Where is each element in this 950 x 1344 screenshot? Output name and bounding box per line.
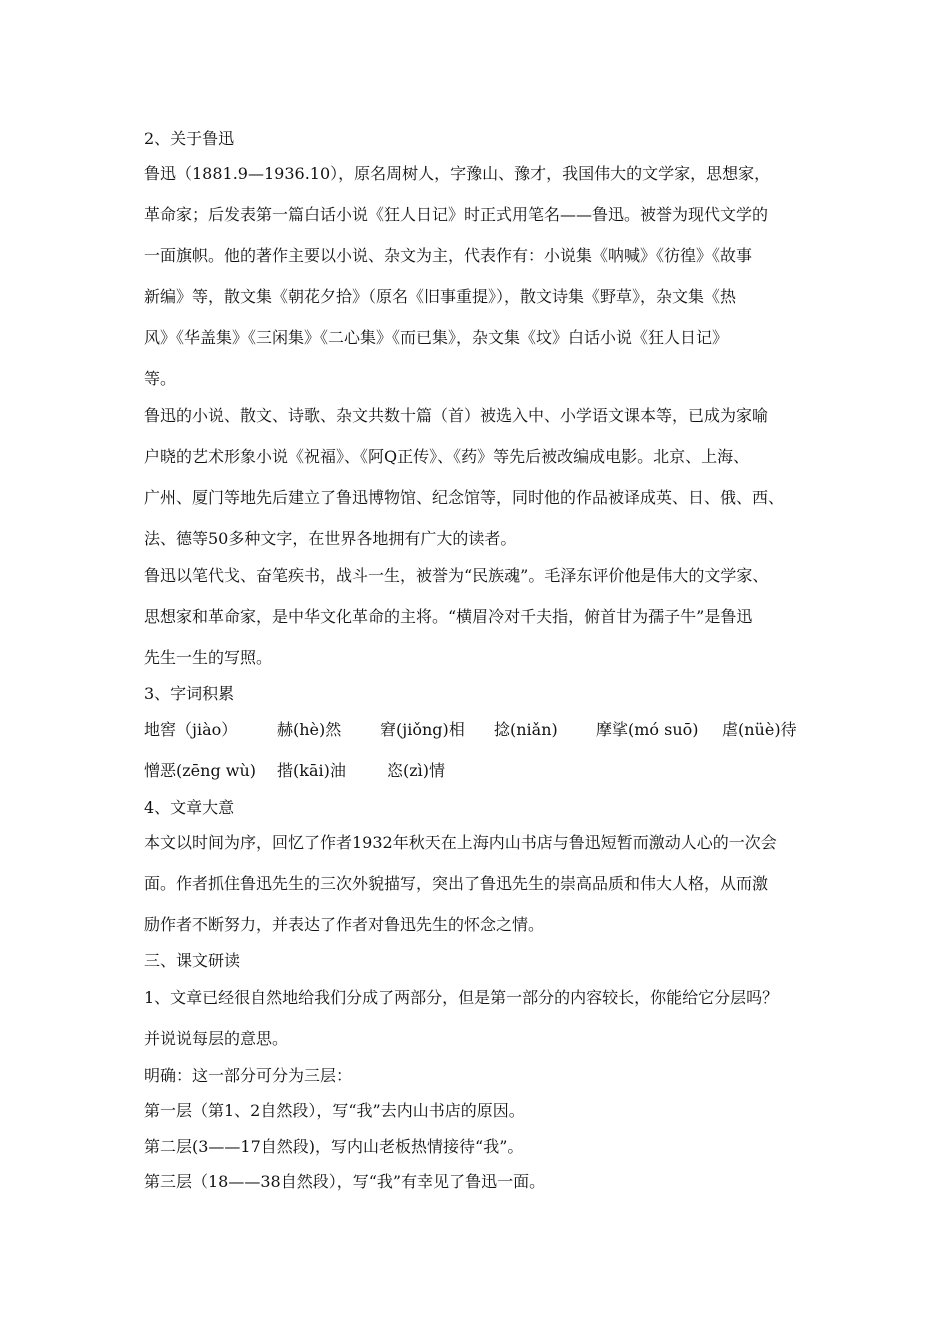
section-heading-main-idea: 4、文章大意 (144, 798, 235, 817)
paragraph-line: 鲁迅以笔代戈、奋笔疾书，战斗一生，被誉为“民族魂”。毛泽东评价他是伟大的文学家、 (144, 566, 769, 585)
paragraph-line: 思想家和革命家，是中华文化革命的主将。“横眉冷对千夫指，俯首甘为孺子牛”是鲁迅 (144, 607, 753, 626)
paragraph-line: 面。作者抓住鲁迅先生的三次外貌描写，突出了鲁迅先生的崇高品质和伟大人格，从而激 (144, 874, 769, 893)
paragraph-line: 励作者不断努力，并表达了作者对鲁迅先生的怀念之情。 (144, 915, 545, 934)
answer-intro: 明确：这一部分可分为三层： (144, 1066, 353, 1085)
paragraph-line: 法、德等50多种文字，在世界各地拥有广大的读者。 (144, 529, 517, 548)
paragraph-line: 鲁迅（1881.9—1936.10），原名周树人，字豫山、豫才，我国伟大的文学家，思想家， (144, 164, 771, 183)
vocabulary-item: 赫(hè)然 (277, 720, 342, 739)
answer-layer: 第三层（18——38自然段），写“我”有幸见了鲁迅一面。 (144, 1172, 546, 1191)
vocabulary-item: 恣(zì)情 (387, 761, 446, 780)
answer-layer: 第一层（第1、2自然段），写“我”去内山书店的原因。 (144, 1101, 525, 1120)
paragraph-line: 一面旗帜。他的著作主要以小说、杂文为主，代表作有：小说集《呐喊》《彷徨》《故事 (144, 246, 753, 265)
paragraph-line: 鲁迅的小说、散文、诗歌、杂文共数十篇（首）被选入中、小学语文课本等，已成为家喻 (144, 406, 769, 425)
paragraph-line: 先生一生的写照。 (144, 648, 273, 667)
vocabulary-item: 憎恶(zēng wù) (144, 761, 257, 780)
paragraph-line: 新编》等，散文集《朝花夕拾》（原名《旧事重提》），散文诗集《野草》，杂文集《热 (144, 287, 737, 306)
paragraph-line: 本文以时间为序，回忆了作者1932年秋天在上海内山书店与鲁迅短暂而激动人心的一次会 (144, 833, 777, 852)
question-line: 1、文章已经很自然地给我们分成了两部分，但是第一部分的内容较长，你能给它分层吗？ (144, 988, 779, 1007)
vocabulary-item: 虐(nüè)待 (722, 720, 797, 739)
vocabulary-row (144, 720, 844, 740)
paragraph-line: 等。 (144, 369, 177, 388)
question-line: 并说说每层的意思。 (144, 1029, 289, 1048)
paragraph-line: 风》《华盖集》《三闲集》《二心集》《而已集》，杂文集《坟》白话小说《狂人日记》 (144, 328, 729, 347)
vocabulary-item: 摩挲(mó suō) (596, 720, 699, 739)
paragraph-line: 革命家；后发表第一篇白话小说《狂人日记》时正式用笔名——鲁迅。被誉为现代文学的 (144, 205, 769, 224)
vocabulary-item: 捻(niǎn) (494, 720, 558, 739)
vocabulary-row (144, 761, 844, 781)
vocabulary-item: 窘(jiǒng)相 (380, 720, 465, 739)
vocabulary-item: 揩(kāi)油 (277, 761, 346, 780)
paragraph-line: 广州、厦门等地先后建立了鲁迅博物馆、纪念馆等，同时他的作品被译成英、日、俄、西、 (144, 488, 785, 507)
section-heading-text-study: 三、课文研读 (144, 951, 241, 970)
paragraph-line: 户晓的艺术形象小说《祝福》、《阿Q正传》、《药》等先后被改编成电影。北京、上海、 (144, 447, 750, 466)
section-heading-vocabulary: 3、字词积累 (144, 684, 235, 703)
vocabulary-item: 地窖（jiào） (144, 720, 238, 739)
answer-layer: 第二层(3——17自然段)，写内山老板热情接待“我”。 (144, 1137, 524, 1156)
section-heading-about-luxun: 2、关于鲁迅 (144, 129, 235, 148)
